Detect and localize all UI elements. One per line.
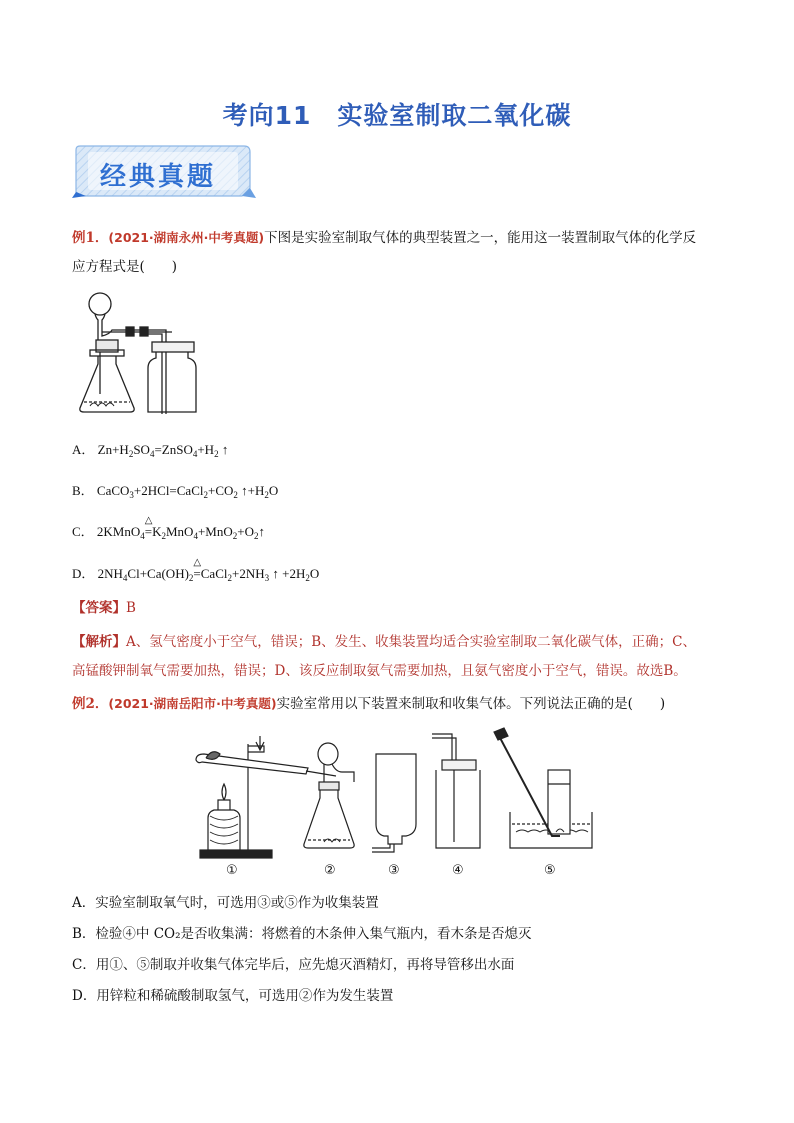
- gas-generation-apparatus-figure: [76, 290, 202, 420]
- example1-option-c: C． 2KMnO$_4$ △ $=K_2MnO_4+MnO_2+O_2↑$: [72, 522, 265, 546]
- example1-analysis-line1: 【解析】A、氢气密度小于空气，错误；B、发生、收集装置均适合实验室制取二氧化碳气体，正确；C、: [72, 634, 696, 650]
- heating-condition-mark: △: [144, 515, 153, 526]
- lab-apparatus-set-figure: [186, 724, 606, 880]
- example2-label: 例2．: [72, 696, 109, 712]
- example1-analysis-line2: 高锰酸钾制氧气需要加热，错误；D、该反应制取氨气需要加热，且氨气密度小于空气，错误。故选B。: [72, 663, 687, 679]
- example2-stem-text: 实验室常用以下装置来制取和收集气体。下列说法正确的是( ): [276, 696, 666, 712]
- example2-option-a: A．实验室制取氧气时，可选用③或⑤作为收集装置: [72, 895, 379, 911]
- banner-label: 经典真题: [100, 162, 217, 192]
- example1-option-b: B． $CaCO_3+2HCl=CaCl_2+CO_2$ $↑+H_2O$: [72, 483, 279, 500]
- apparatus-label-5: ⑤: [544, 863, 556, 878]
- example1-stem-text: 下图是实验室制取气体的典型装置之一，能用这一装置制取气体的化学反: [264, 230, 697, 246]
- example1-option-a: A． $Zn+H_2SO_4=ZnSO_4+H_2$ ↑: [72, 442, 229, 459]
- apparatus-label-3: ③: [388, 863, 400, 878]
- example2-stem: [72, 694, 665, 714]
- apparatus-label-2: ②: [324, 863, 336, 878]
- page-title: 考向11 实验室制取二氧化碳: [222, 101, 572, 130]
- example1-stem-line1: [72, 228, 696, 248]
- example1-label: 例1．: [72, 230, 109, 246]
- example1-source: (2021·湖南永州·中考真题): [108, 230, 265, 245]
- example1-option-d: D． $2NH_4Cl+Ca(OH)_2$ △ $=CaCl_2+2NH_3$ ↑ $+2H_2O$: [72, 564, 319, 588]
- example1-stem-line2: 应方程式是( ): [72, 259, 178, 275]
- example1-answer: 【答案】B: [72, 600, 136, 616]
- example2-option-b: B．检验④中 CO₂是否收集满：将燃着的木条伸入集气瓶内，看木条是否熄灭: [72, 926, 532, 942]
- section-banner: [72, 142, 258, 200]
- heating-condition-mark: △: [193, 557, 202, 568]
- apparatus-label-1: ①: [226, 863, 238, 878]
- apparatus-label-4: ④: [452, 863, 464, 878]
- example2-option-d: D．用锌粒和稀硫酸制取氢气，可选用②作为发生装置: [72, 988, 394, 1004]
- example2-option-c: C．用①、⑤制取并收集气体完毕后，应先熄灭酒精灯，再将导管移出水面: [72, 957, 515, 973]
- example2-source: (2021·湖南岳阳市·中考真题): [108, 696, 277, 711]
